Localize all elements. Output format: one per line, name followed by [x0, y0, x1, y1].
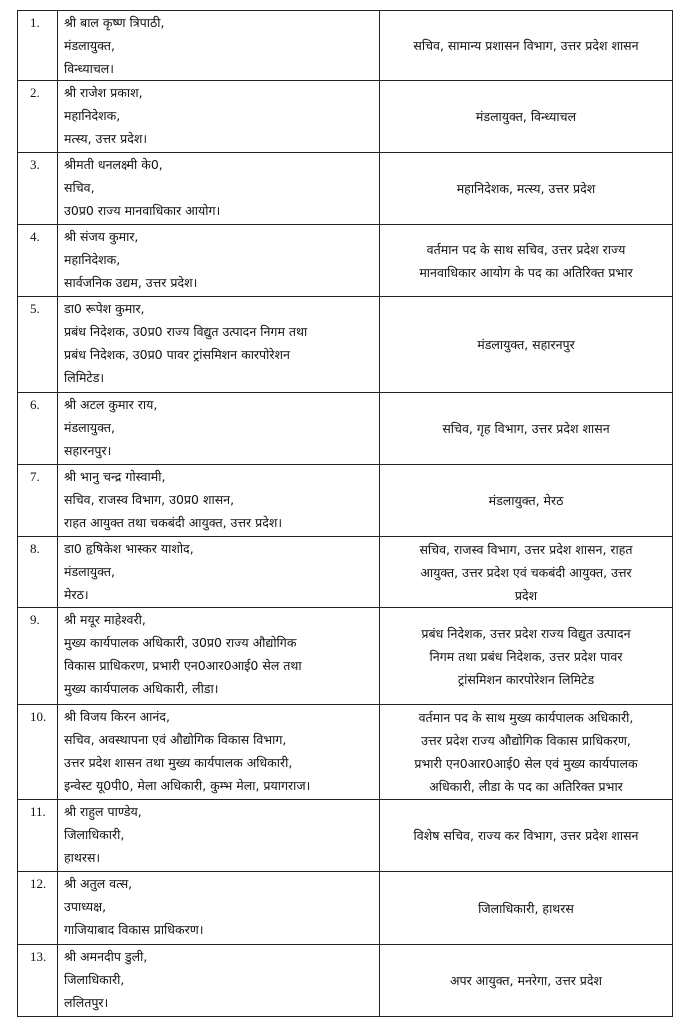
new-posting-line: सचिव, सामान्य प्रशासन विभाग, उत्तर प्रदेश शासन	[413, 38, 639, 53]
serial-number: 10.	[18, 705, 58, 800]
new-posting	[380, 153, 673, 225]
new-posting	[380, 800, 673, 872]
current-posting-line: श्रीमती धनलक्ष्मी के0,	[64, 157, 163, 172]
serial-number: 7.	[18, 465, 58, 537]
table-row	[18, 537, 673, 608]
serial-number: 4.	[18, 225, 58, 297]
current-posting-line: ललितपुर।	[64, 995, 109, 1010]
new-posting-line: उत्तर प्रदेश राज्य औद्योगिक विकास प्राधिकरण,	[421, 733, 631, 748]
current-posting-line: श्री विजय किरन आनंद,	[64, 709, 170, 724]
new-posting-line: अपर आयुक्त, मनरेगा, उत्तर प्रदेश	[449, 973, 603, 988]
serial-number: 12.	[18, 872, 58, 945]
current-posting-line: डा0 रूपेश कुमार,	[64, 301, 145, 316]
table-row	[18, 872, 673, 945]
new-posting-line: मंडलायुक्त, सहारनपुर	[477, 337, 575, 352]
table-row	[18, 608, 673, 705]
current-posting	[58, 153, 380, 225]
new-posting	[380, 705, 673, 800]
table-row	[18, 81, 673, 153]
new-posting	[380, 537, 673, 608]
table-row	[18, 800, 673, 872]
new-posting-line: वर्तमान पद के साथ मुख्य कार्यपालक अधिकारी,	[418, 710, 634, 725]
current-posting-line: जिलाधिकारी,	[64, 827, 125, 842]
current-posting	[58, 872, 380, 945]
current-posting-line: महानिदेशक,	[64, 252, 121, 267]
current-posting-line: श्री बाल कृष्ण त्रिपाठी,	[64, 15, 165, 30]
new-posting-line: प्रबंध निदेशक, उत्तर प्रदेश राज्य विद्युत उत्पादन	[421, 625, 631, 641]
new-posting-line: जिलाधिकारी, हाथरस	[478, 900, 574, 916]
new-posting	[380, 297, 673, 393]
current-posting-line: इन्वेस्ट यू0पी0, मेला अधिकारी, कुम्भ मेला, प्रयागराज।	[64, 778, 311, 793]
new-posting-line: मंडलायुक्त, विन्ध्याचल	[475, 109, 577, 124]
new-posting-line: विशेष सचिव, राज्य कर विभाग, उत्तर प्रदेश शासन	[413, 828, 639, 843]
new-posting	[380, 872, 673, 945]
new-posting-line: निगम तथा प्रबंध निदेशक, उत्तर प्रदेश पावर	[429, 648, 623, 664]
current-posting-line: डा0 हृषिकेश भास्कर याशोद,	[64, 541, 194, 556]
current-posting-line: सार्वजनिक उद्यम, उत्तर प्रदेश।	[64, 275, 198, 290]
current-posting-line: राहत आयुक्त तथा चकबंदी आयुक्त, उत्तर प्रदेश।	[64, 515, 283, 530]
current-posting-line: श्री मयूर माहेश्वरी,	[64, 612, 146, 627]
new-posting	[380, 225, 673, 297]
current-posting	[58, 81, 380, 153]
table-row	[18, 297, 673, 393]
current-posting-line: हाथरस।	[64, 850, 101, 865]
current-posting-line: मुख्य कार्यपालक अधिकारी, उ0प्र0 राज्य औद्योगिक	[64, 635, 297, 650]
new-posting	[380, 465, 673, 537]
new-posting	[380, 11, 673, 81]
new-posting-line: महानिदेशक, मत्स्य, उत्तर प्रदेश	[456, 181, 596, 196]
current-posting-line: जिलाधिकारी,	[64, 972, 125, 987]
current-posting-line: उत्तर प्रदेश शासन तथा मुख्य कार्यपालक अधिकारी,	[64, 755, 293, 770]
current-posting-line: विन्ध्याचल।	[64, 61, 114, 76]
serial-number: 6.	[18, 393, 58, 465]
transfer-table	[17, 10, 673, 1017]
current-posting	[58, 537, 380, 608]
table-row	[18, 945, 673, 1017]
current-posting-line: प्रबंध निदेशक, उ0प्र0 राज्य विद्युत उत्पादन निगम तथा	[64, 324, 308, 339]
current-posting-line: मंडलायुक्त,	[64, 420, 115, 435]
current-posting-line: मेरठ।	[64, 587, 89, 602]
current-posting-line: मुख्य कार्यपालक अधिकारी, लीडा।	[64, 681, 219, 696]
serial-number: 1.	[18, 11, 58, 81]
current-posting-line: सचिव,	[64, 180, 95, 195]
current-posting-line: प्रबंध निदेशक, उ0प्र0 पावर ट्रांसमिशन कारपोरेशन	[64, 347, 290, 362]
current-posting-line: श्री अतुल वत्स,	[64, 876, 133, 891]
current-posting-line: गाजियाबाद विकास प्राधिकरण।	[64, 922, 204, 937]
serial-number: 8.	[18, 537, 58, 608]
transfer-table-body	[18, 11, 673, 1017]
new-posting-line: अधिकारी, लीडा के पद का अतिरिक्त प्रभार	[429, 779, 623, 794]
table-row	[18, 393, 673, 465]
table-row	[18, 465, 673, 537]
current-posting-line: सहारनपुर।	[64, 443, 112, 458]
serial-number: 5.	[18, 297, 58, 393]
current-posting-line: मत्स्य, उत्तर प्रदेश।	[64, 131, 148, 146]
current-posting-line: श्री राजेश प्रकाश,	[64, 85, 143, 100]
new-posting-line: मानवाधिकार आयोग के पद का अतिरिक्त प्रभार	[419, 264, 633, 280]
table-row	[18, 225, 673, 297]
current-posting-line: विकास प्राधिकरण, प्रभारी एन0आर0आई0 सेल तथा	[64, 658, 302, 673]
current-posting	[58, 465, 380, 537]
current-posting-line: सचिव, राजस्व विभाग, उ0प्र0 शासन,	[64, 492, 235, 507]
current-posting-line: श्री अटल कुमार राय,	[64, 397, 158, 412]
current-posting	[58, 705, 380, 800]
new-posting-line: प्रदेश	[514, 587, 538, 603]
new-posting-line: ट्रांसमिशन कारपोरेशन लिमिटेड	[457, 671, 595, 687]
current-posting-line: श्री राहुल पाण्डेय,	[64, 804, 142, 819]
new-posting-line: सचिव, गृह विभाग, उत्तर प्रदेश शासन	[442, 421, 610, 436]
current-posting	[58, 393, 380, 465]
new-posting-line: सचिव, राजस्व विभाग, उत्तर प्रदेश शासन, राहत	[419, 541, 633, 557]
current-posting	[58, 945, 380, 1017]
current-posting-line: उपाध्यक्ष,	[64, 899, 107, 914]
new-posting	[380, 81, 673, 153]
serial-number: 3.	[18, 153, 58, 225]
current-posting	[58, 11, 380, 81]
serial-number: 2.	[18, 81, 58, 153]
new-posting	[380, 608, 673, 705]
current-posting	[58, 800, 380, 872]
table-row	[18, 153, 673, 225]
current-posting	[58, 225, 380, 297]
serial-number: 9.	[18, 608, 58, 705]
new-posting-line: आयुक्त, उत्तर प्रदेश एवं चकबंदी आयुक्त, उत्तर	[420, 564, 632, 580]
current-posting-line: सचिव, अवस्थापना एवं औद्योगिक विकास विभाग,	[64, 732, 287, 747]
new-posting-line: मंडलायुक्त, मेरठ	[488, 493, 564, 508]
new-posting	[380, 945, 673, 1017]
table-row	[18, 705, 673, 800]
current-posting-line: मंडलायुक्त,	[64, 564, 115, 579]
serial-number: 11.	[18, 800, 58, 872]
current-posting-line: श्री संजय कुमार,	[64, 229, 139, 244]
current-posting-line: उ0प्र0 राज्य मानवाधिकार आयोग।	[64, 203, 221, 218]
new-posting-line: वर्तमान पद के साथ सचिव, उत्तर प्रदेश राज्य	[426, 241, 626, 257]
current-posting	[58, 297, 380, 393]
current-posting-line: श्री भानु चन्द्र गोस्वामी,	[64, 469, 166, 484]
current-posting-line: श्री अमनदीप डुली,	[64, 949, 148, 964]
table-row	[18, 11, 673, 81]
current-posting-line: महानिदेशक,	[64, 108, 121, 123]
new-posting-line: प्रभारी एन0आर0आई0 सेल एवं मुख्य कार्यपालक	[414, 756, 638, 771]
current-posting-line: लिमिटेड।	[64, 370, 105, 385]
current-posting	[58, 608, 380, 705]
current-posting-line: मंडलायुक्त,	[64, 38, 115, 53]
new-posting	[380, 393, 673, 465]
serial-number: 13.	[18, 945, 58, 1017]
